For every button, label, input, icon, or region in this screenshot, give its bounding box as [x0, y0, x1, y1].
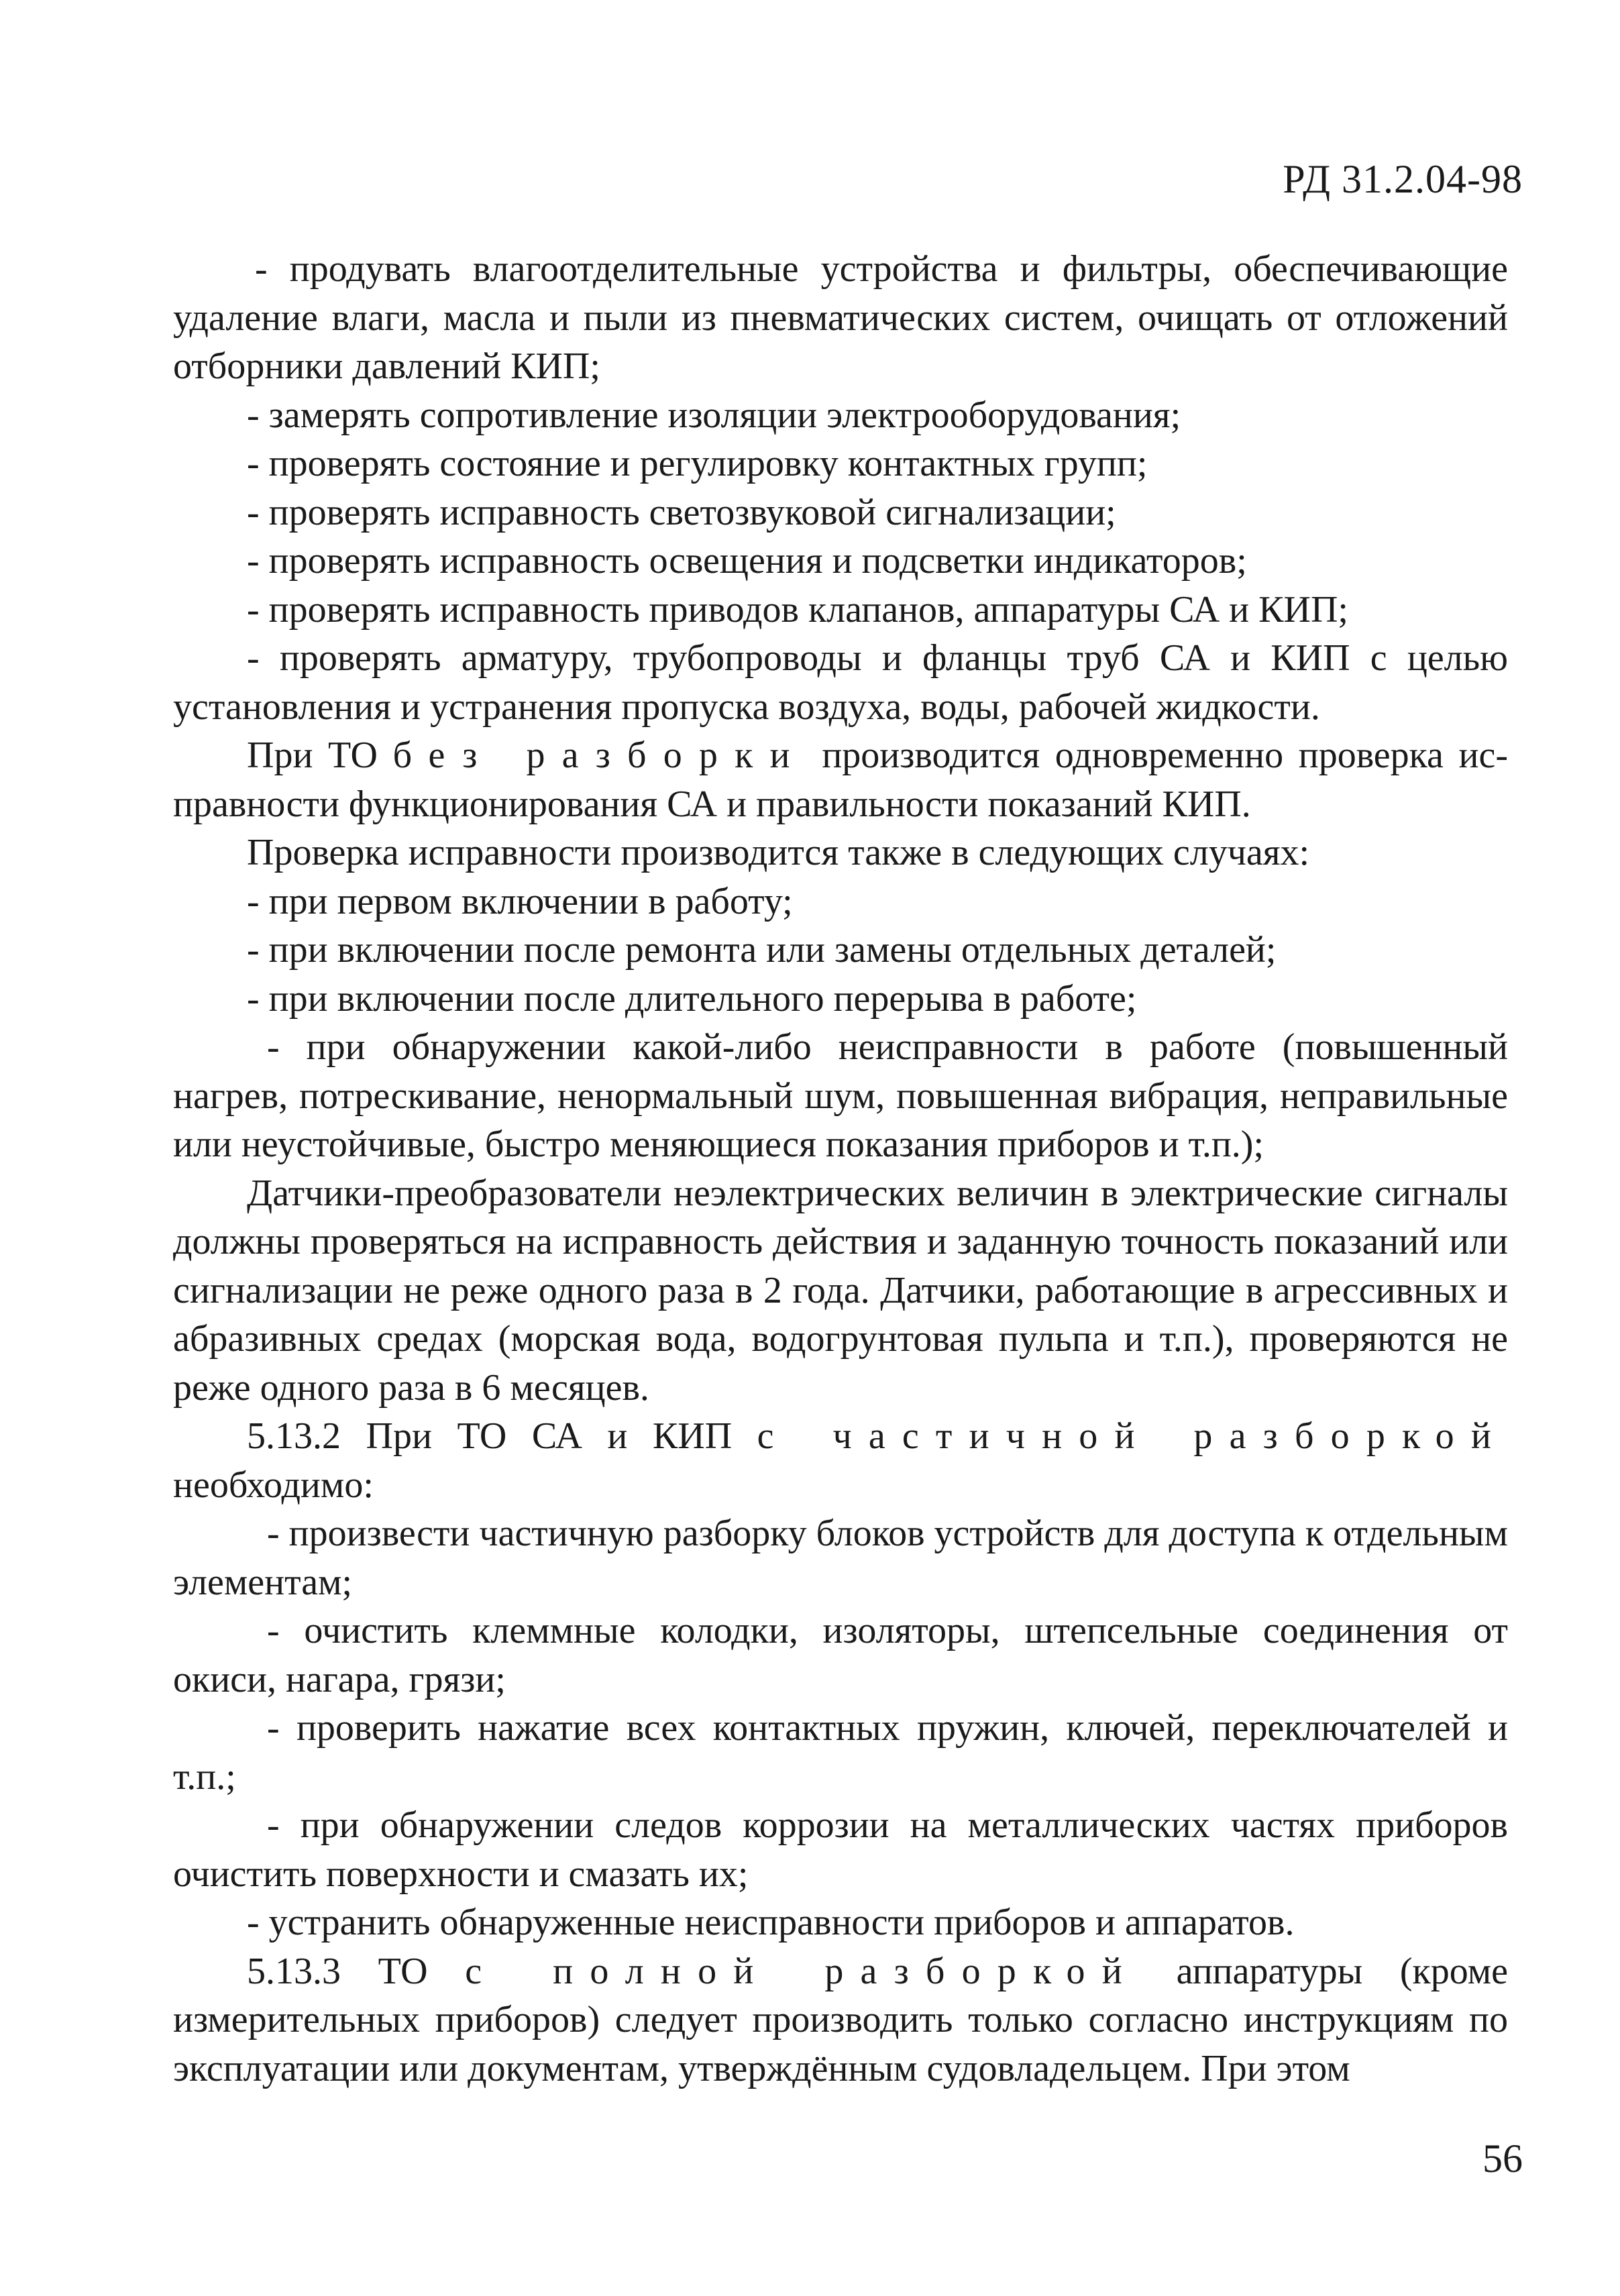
list-item: - проверять состояние и регулировку контактных групп; [247, 443, 1148, 484]
paragraph [173, 731, 1508, 828]
document-body [173, 245, 1508, 2093]
page-number: 56 [1482, 2136, 1523, 2181]
list-item: - очистить клеммные колодки, изоляторы, штепсельные соединения от окиси, нагара, грязи; [173, 1610, 1508, 1700]
paragraph: Проверка исправности производится также в следующих случаях: [247, 832, 1310, 873]
list-item: - проверять исправность освещения и подсветки индикаторов; [247, 540, 1247, 582]
list-item: - проверить нажатие всех контактных пружин, ключей, переключателей и т.п.; [173, 1707, 1508, 1798]
list-item: - проверять арматуру, трубопроводы и фланцы труб СА и КИП с целью установления и устранения пропуска воздуха, воды, рабочей жидкости. [173, 637, 1508, 728]
list-item: - устранить обнаруженные неисправности приборов и аппаратов. [247, 1902, 1295, 1943]
section-paragraph [173, 1947, 1508, 2093]
list-item: - при первом включении в работу; [247, 880, 793, 922]
list-item: - проверять исправность светозвуковой сигнализации; [247, 491, 1116, 533]
list-item: - замерять сопротивление изоляции электрооборудования; [247, 394, 1181, 436]
list-item: - при включении после ремонта или замены отдельных деталей; [247, 929, 1277, 971]
list-item: - произвести частичную разборку блоков устройств для доступа к отдельным элементам; [173, 1513, 1508, 1603]
list-item: - при включении после длительного перерыва в работе; [247, 977, 1137, 1020]
paragraph-text: 5.13.2 При ТО СА и КИП [247, 1415, 757, 1457]
paragraph-text: необходимо: [173, 1464, 374, 1506]
paragraph-text: 5.13.3 ТО [247, 1950, 466, 1992]
paragraph-text: При ТО [247, 734, 393, 776]
paragraph: - продувать влагоотделительные устройства и фильтры, обеспечивающие удаление влаги, масла и пыли из пневматических систем, очищать от отложений отборники давлений КИП; [173, 248, 1508, 387]
spaced-term: с частичной разборкой [757, 1415, 1508, 1457]
list-item: - при обнаружении какой-либо неисправности в работе (повышенный нагрев, потрескивание, ненормальный шум, повышенная вибрация, неправильные или неустойчивые, быстро меняющиеся показания приборов и т.п.); [173, 1026, 1508, 1165]
paragraph: Датчики-преобразователи неэлектрических величин в электрические сигналы должны проверяться на исправность действия и заданную точность показаний или сигнализации не реже одного раза в 2 года. Датчики, работающие в агрессивных и абразивных средах (морская вода, водогрунтовая пульпа и т.п.), проверяются не реже одного раза в 6 месяцев. [173, 1172, 1508, 1409]
spaced-term: с полной разборкой [465, 1950, 1139, 1992]
paragraph-text: производится одновременно проверка исправности функционирования СА и правильности показаний КИП. [173, 734, 1508, 825]
list-item: - при обнаружении следов коррозии на металлических частях приборов очистить поверхности и смазать их; [173, 1804, 1508, 1895]
paragraph-text: аппаратуры (кроме измерительных приборов) следует производить только согласно инструкциям по эксплуатации или документам, утверждённым судовладельцем. При этом [173, 1950, 1508, 2089]
list-item: - проверять исправность приводов клапанов, аппаратуры СА и КИП; [247, 588, 1348, 631]
document-code: РД 31.2.04-98 [1283, 157, 1523, 201]
spaced-term: без разборки [392, 734, 807, 776]
section-paragraph [173, 1412, 1508, 1509]
